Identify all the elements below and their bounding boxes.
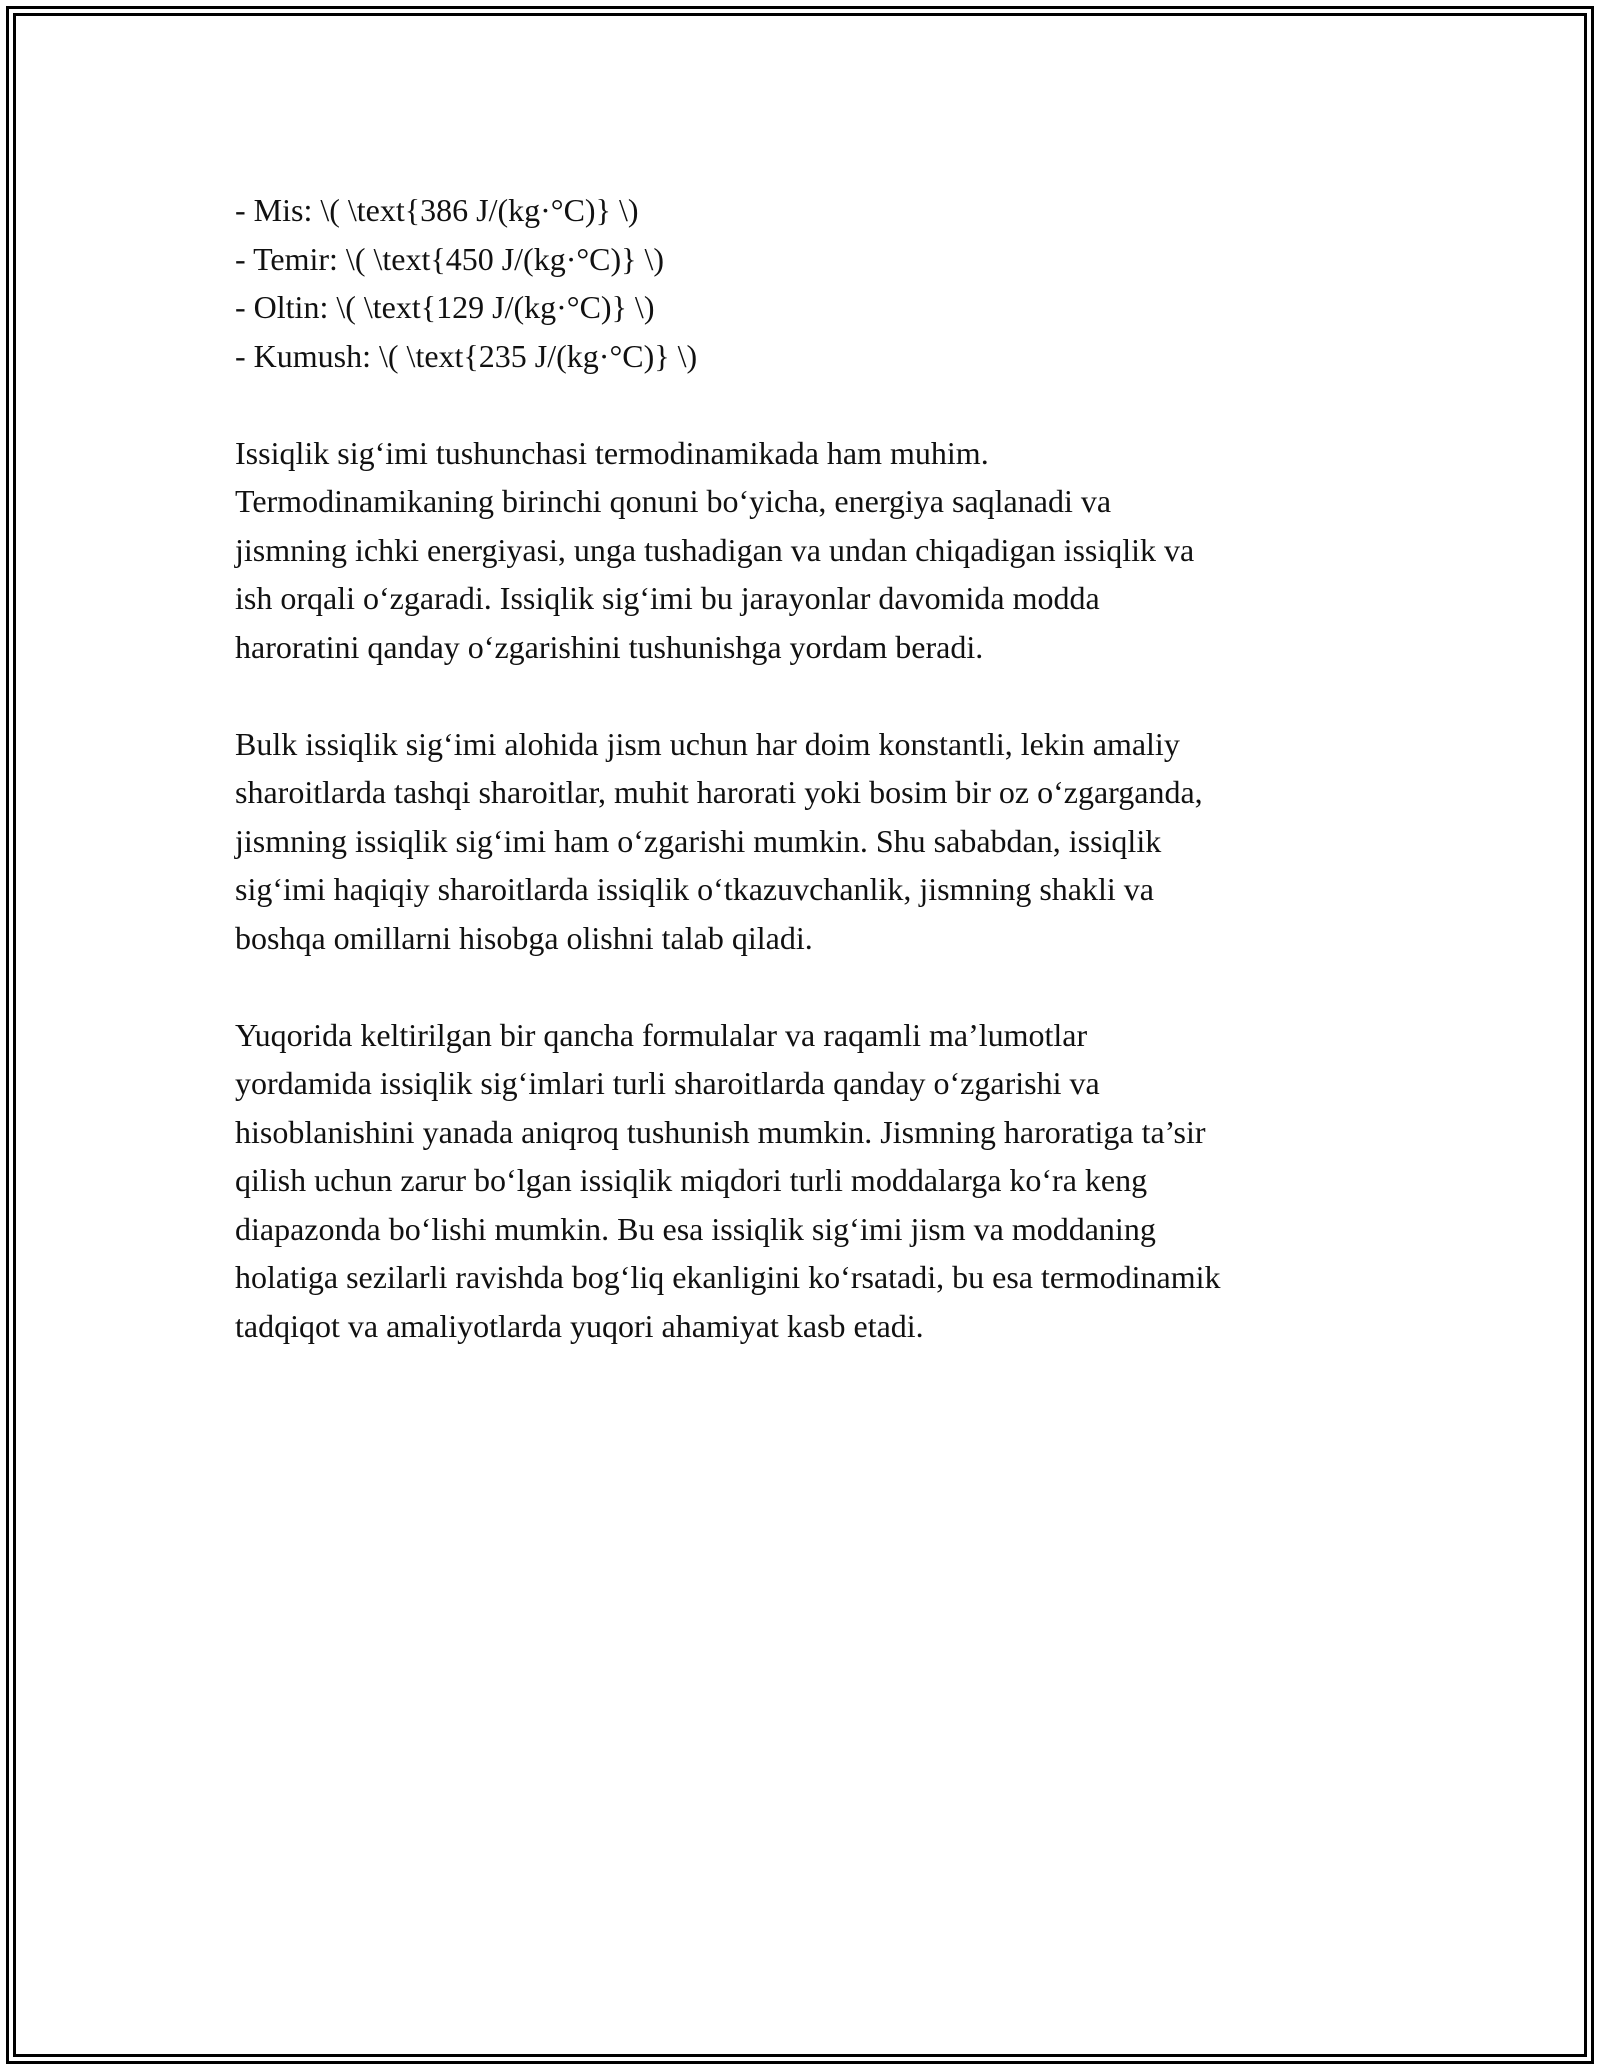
paragraph-line: jismning issiqlik sig‘imi ham o‘zgarishi mumkin. Shu sababdan, issiqlik (235, 822, 1162, 859)
paragraph-line: boshqa omillarni hisobga olishni talab qiladi. (235, 919, 813, 956)
paragraph-line: hisoblanishini yanada aniqroq tushunish mumkin. Jismning haroratiga ta’sir (235, 1113, 1206, 1150)
paragraph-line: Yuqorida keltirilgan bir qancha formulalar va raqamli ma’lumotlar (235, 1016, 1088, 1053)
paragraph-bulk-heat-capacity (235, 720, 1375, 963)
list-item-kumush: - Kumush: \( \text{235 J/(kg·°C)} \) (235, 337, 698, 374)
paragraph-line: holatiga sezilarli ravishda bog‘liq ekanligini ko‘rsatadi, bu esa termodinamik (235, 1259, 1221, 1295)
paragraph-line: jismning ichki energiyasi, unga tushadigan va undan chiqadigan issiqlik va (235, 531, 1195, 568)
paragraph-conclusion (235, 1011, 1375, 1351)
document-body (235, 186, 1375, 1350)
list-item-oltin: - Oltin: \( \text{129 J/(kg·°C)} \) (235, 289, 655, 325)
paragraph-thermodynamics (235, 429, 1375, 672)
paragraph-line: Issiqlik sig‘imi tushunchasi termodinamikada ham muhim. (235, 434, 989, 471)
list-item-temir: - Temir: \( \text{450 J/(kg·°C)} \) (235, 240, 665, 277)
paragraph-line: sig‘imi haqiqiy sharoitlarda issiqlik o‘tkazuvchanlik, jismning shakli va (235, 871, 1154, 907)
list-item-mis: - Mis: \( \text{386 J/(kg·°C)} \) (235, 192, 639, 228)
paragraph-line: sharoitlarda tashqi sharoitlar, muhit harorati yoki bosim bir oz o‘zgarganda, (235, 774, 1203, 810)
paragraph-line: tadqiqot va amaliyotlarda yuqori ahamiyat kasb etadi. (235, 1307, 924, 1344)
paragraph-line: Bulk issiqlik sig‘imi alohida jism uchun har doim konstantli, lekin amaliy (235, 725, 1180, 762)
paragraph-line: Termodinamikaning birinchi qonuni bo‘yicha, energiya saqlanadi va (235, 483, 1112, 519)
paragraph-line: qilish uchun zarur bo‘lgan issiqlik miqdori turli moddalarga ko‘ra keng (235, 1162, 1148, 1198)
paragraph-line: haroratini qanday o‘zgarishini tushunishga yordam beradi. (235, 628, 984, 665)
paragraph-line: ish orqali o‘zgaradi. Issiqlik sig‘imi bu jarayonlar davomida modda (235, 580, 1100, 616)
paragraph-line: yordamida issiqlik sig‘imlari turli sharoitlarda qanday o‘zgarishi va (235, 1065, 1100, 1101)
paragraph-line: diapazonda bo‘lishi mumkin. Bu esa issiqlik sig‘imi jism va moddaning (235, 1210, 1156, 1247)
specific-heat-list (235, 186, 1375, 380)
